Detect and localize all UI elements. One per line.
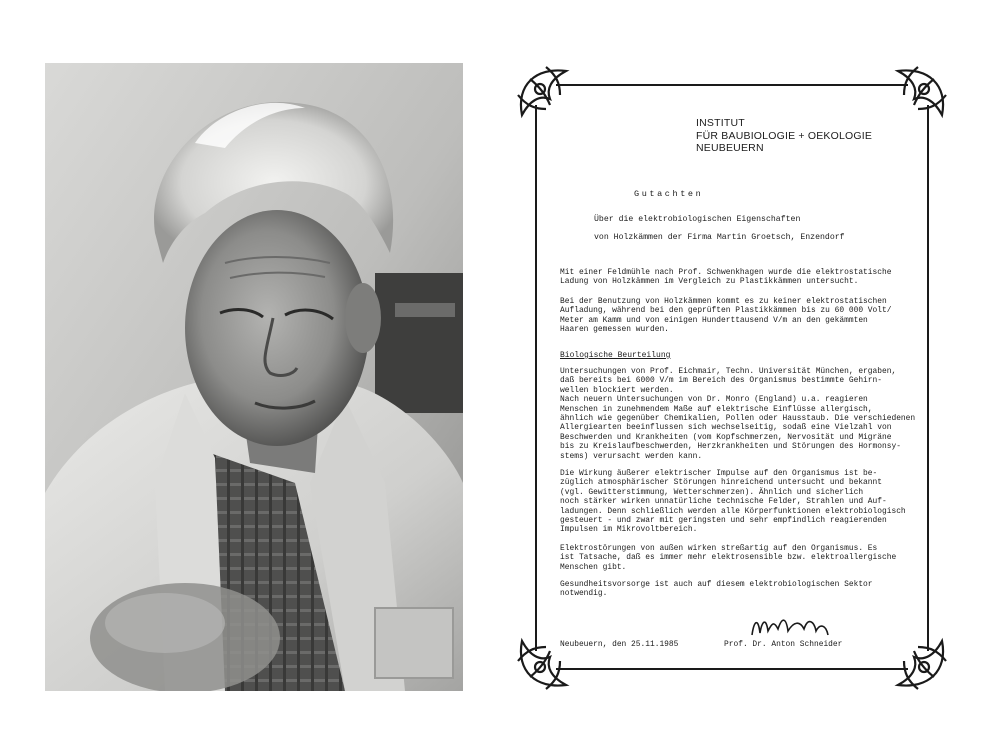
institute-name-line3: NEUBEUERN <box>696 142 764 154</box>
section-heading: Biologische Beurteilung <box>560 351 671 360</box>
institute-name-line2: FÜR BAUBIOLOGIE + OEKOLOGIE <box>696 129 873 142</box>
subtitle-line2: von Holzkämmen der Firma Martin Groetsch, Enzendorf <box>594 233 845 242</box>
signatory-name: Prof. Dr. Anton Schneider <box>724 640 843 649</box>
subtitle-line1: Über die elektrobiologischen Eigenschaften <box>594 215 801 224</box>
portrait-photo <box>45 63 463 691</box>
paragraph-measurement: Mit einer Feldmühle nach Prof. Schwenkhagen wurde die elektrostatische Ladung von Holzkämmen im Vergleich zu Plastikkämmen untersucht. <box>560 268 892 287</box>
paragraph-impulses: Die Wirkung äußerer elektrischer Impulse auf den Organismus ist be- züglich atmosphärischer Störungen hinreichend untersucht und bekannt (vgl. Gewitterstimmung, Wetterschmerzen). Ähnlich und sicherlich noch stärker wirken unnatürliche technische Felder, Strahlen und Auf- ladungen. Denn schließlich werden alle Körperfunktionen elektrobiologisch gesteuert - und zwar mit geringsten und sehr empfindlich reagierenden Impulsen im Mikrovoltbereich. <box>560 469 906 535</box>
place-and-date: Neubeuern, den 25.11.1985 <box>560 640 679 649</box>
signature-scribble <box>752 620 828 635</box>
document-title: Gutachten <box>634 189 704 199</box>
portrait-illustration <box>45 63 463 691</box>
paragraph-studies: Untersuchungen von Prof. Eichmair, Techn. Universität München, ergaben, daß bereits bei 6000 V/m im Bereich des Organismus bestimmte Gehirn- wellen blockiert werden. Nach neuern Untersuchungen von Dr. Monro (England) u.a. reagieren Menschen in zunehmendem Maße auf elektrische Einflüsse allergisch, ähnlich wie gegenüber Chemikalien, Pollen oder Hausstaub. Die verschiedenen Allergiearten beeinflussen sich wechselseitig, sodaß eine Vielzahl von Beschwerden und Krankheiten (vom Kopfschmerzen, Nervosität und Migräne bis zu Kreislaufbeschwerden, Herzkrankheiten und Störungen des Hormonsy- stems) verursacht werden kann. <box>560 367 916 461</box>
paragraph-results: Bei der Benutzung von Holzkämmen kommt es zu keiner elektrostatischen Aufladung, während bei den geprüften Plastikkämmen bis zu 60 000 Volt/ Meter am Kamm und von einigen Hunderttausend V/m an den gekämmten Haaren gemessen wurden. <box>560 297 892 335</box>
paragraph-conclusion: Gesundheitsvorsorge ist auch auf diesem elektrobiologischen Sektor notwendig. <box>560 580 873 599</box>
institute-letterhead <box>696 117 872 155</box>
expert-report-document <box>516 65 948 691</box>
paragraph-stress: Elektrostörungen von außen wirken streßartig auf den Organismus. Es ist Tatsache, daß es immer mehr elektrosensible bzw. elektroallergische Menschen gibt. <box>560 544 897 572</box>
institute-name-line1: INSTITUT <box>696 117 745 129</box>
